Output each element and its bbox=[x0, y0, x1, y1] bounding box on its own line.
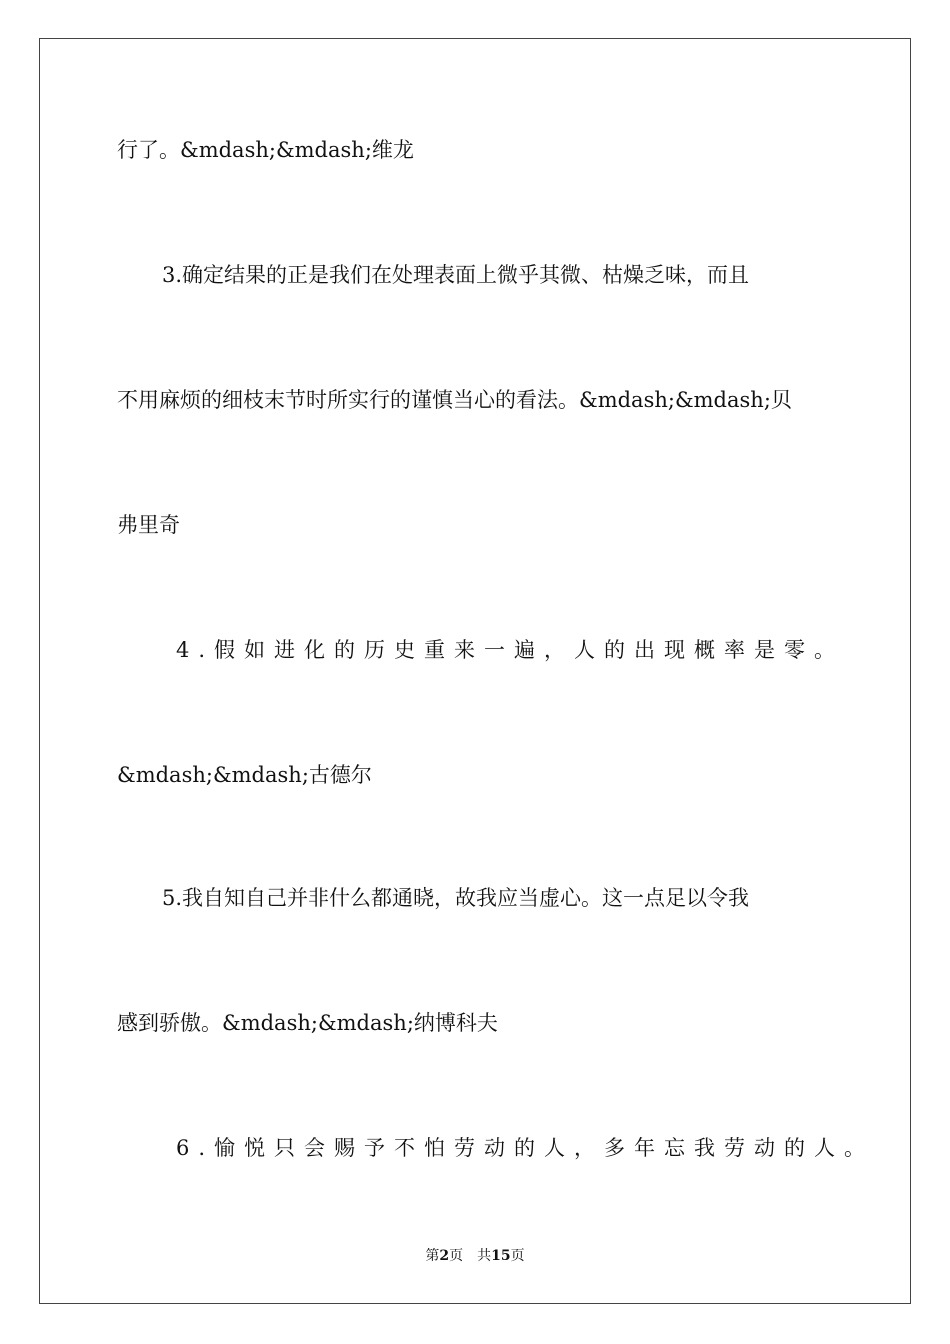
footer-page-number: 2 bbox=[439, 1248, 450, 1264]
quote-3-line-1: 3.确定结果的正是我们在处理表面上微乎其微、枯燥乏味，而且 bbox=[162, 263, 750, 287]
quote-3-line-3: 弗里奇 bbox=[117, 513, 180, 537]
page-footer bbox=[0, 1246, 950, 1266]
footer-total-pages: 15 bbox=[491, 1248, 511, 1264]
footer-total-suffix: 页 bbox=[510, 1248, 525, 1264]
footer-page-prefix: 第 bbox=[425, 1248, 440, 1264]
quote-4-line-2: &mdash;&mdash;古德尔 bbox=[117, 763, 372, 787]
page-border bbox=[39, 38, 911, 1304]
quote-3-line-2: 不用麻烦的细枝末节时所实行的谨慎当心的看法。&mdash;&mdash;贝 bbox=[117, 388, 792, 412]
quote-4-line-1: 4.假如进化的历史重来一遍，人的出现概率是零。 bbox=[176, 638, 845, 662]
quote-5-line-1: 5.我自知自己并非什么都通晓，故我应当虚心。这一点足以令我 bbox=[162, 886, 750, 910]
quote-6-line-1: 6.愉悦只会赐予不怕劳动的人，多年忘我劳动的人。 bbox=[176, 1136, 875, 1160]
footer-page-suffix: 页 bbox=[449, 1248, 464, 1264]
footer-total-prefix: 共 bbox=[477, 1248, 492, 1264]
quote-5-line-2: 感到骄傲。&mdash;&mdash;纳博科夫 bbox=[117, 1011, 498, 1035]
text-line-1: 行了。&mdash;&mdash;维龙 bbox=[117, 138, 414, 162]
